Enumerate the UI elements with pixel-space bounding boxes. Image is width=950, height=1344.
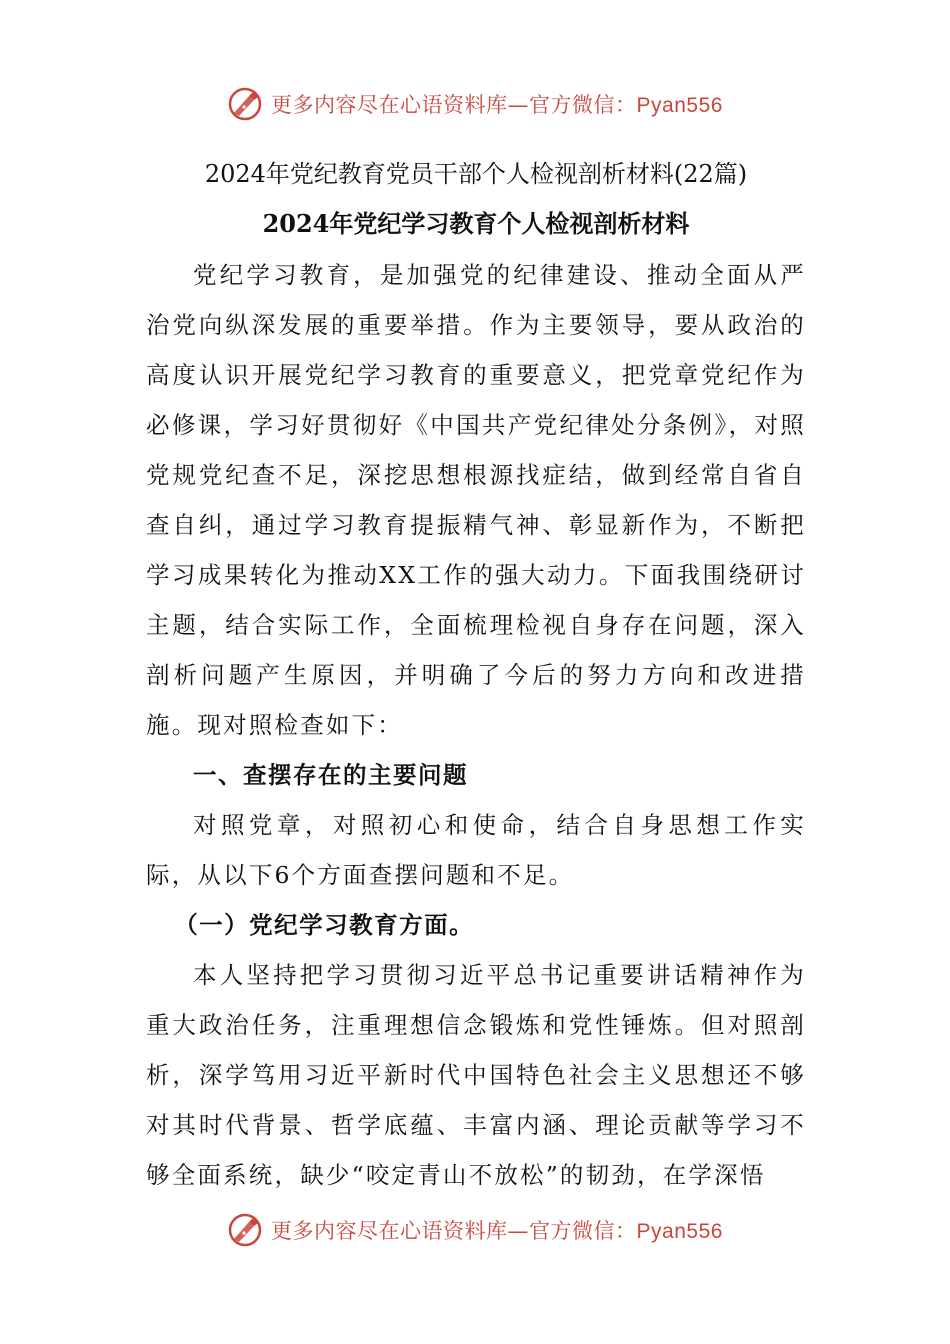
document-subtitle: 2024年党纪学习教育个人检视剖析材料 [262,209,690,238]
watermark-footer [0,1210,950,1250]
watermark-text: 更多内容尽在心语资料库—官方微信：Pyan556 [271,1219,723,1243]
section-paragraph-1: 对照党章，对照初心和使命，结合自身思想工作实际，从以下6个方面查摆问题和不足。 [146,811,806,889]
subsection-paragraph-1: 本人坚持把学习贯彻习近平总书记重要讲话精神作为重大政治任务，注重理想信念锻炼和党性锤炼。但对照剖析，深学笃用习近平新时代中国特色社会主义思想还不够对其时代背景、哲学底蕴、丰富内涵、理论贡献等学习不够全面系统，缺少“咬定青山不放松”的韧劲，在学深悟 [146,961,806,1189]
watermark-text: 更多内容尽在心语资料库—官方微信：Pyan556 [271,93,723,117]
pen-nib-logo-icon [227,1212,263,1248]
intro-paragraph: 党纪学习教育，是加强党的纪律建设、推动全面从严治党向纵深发展的重要举措。作为主要领导，要从政治的高度认识开展党纪学习教育的重要意义，把党章党纪作为必修课，学习好贯彻好《中国共产党纪律处分条例》，对照党规党纪查不足，深挖思想根源找症结，做到经常自省自查自纠，通过学习教育提振精气神、彰显新作为，不断把学习成果转化为推动XX工作的强大动力。下面我围绕研讨主题，结合实际工作，全面梳理检视自身存在问题，深入剖析问题产生原因，并明确了今后的努力方向和改进措施。现对照检查如下： [146,261,806,739]
document-body [146,150,806,1200]
pen-nib-logo-icon [227,86,263,122]
watermark-header [0,84,950,124]
subsection-heading-1: （一）党纪学习教育方面。 [174,911,475,939]
document-title: 2024年党纪教育党员干部个人检视剖析材料(22篇) [204,160,748,188]
section-heading-1: 一、查摆存在的主要问题 [193,761,468,789]
